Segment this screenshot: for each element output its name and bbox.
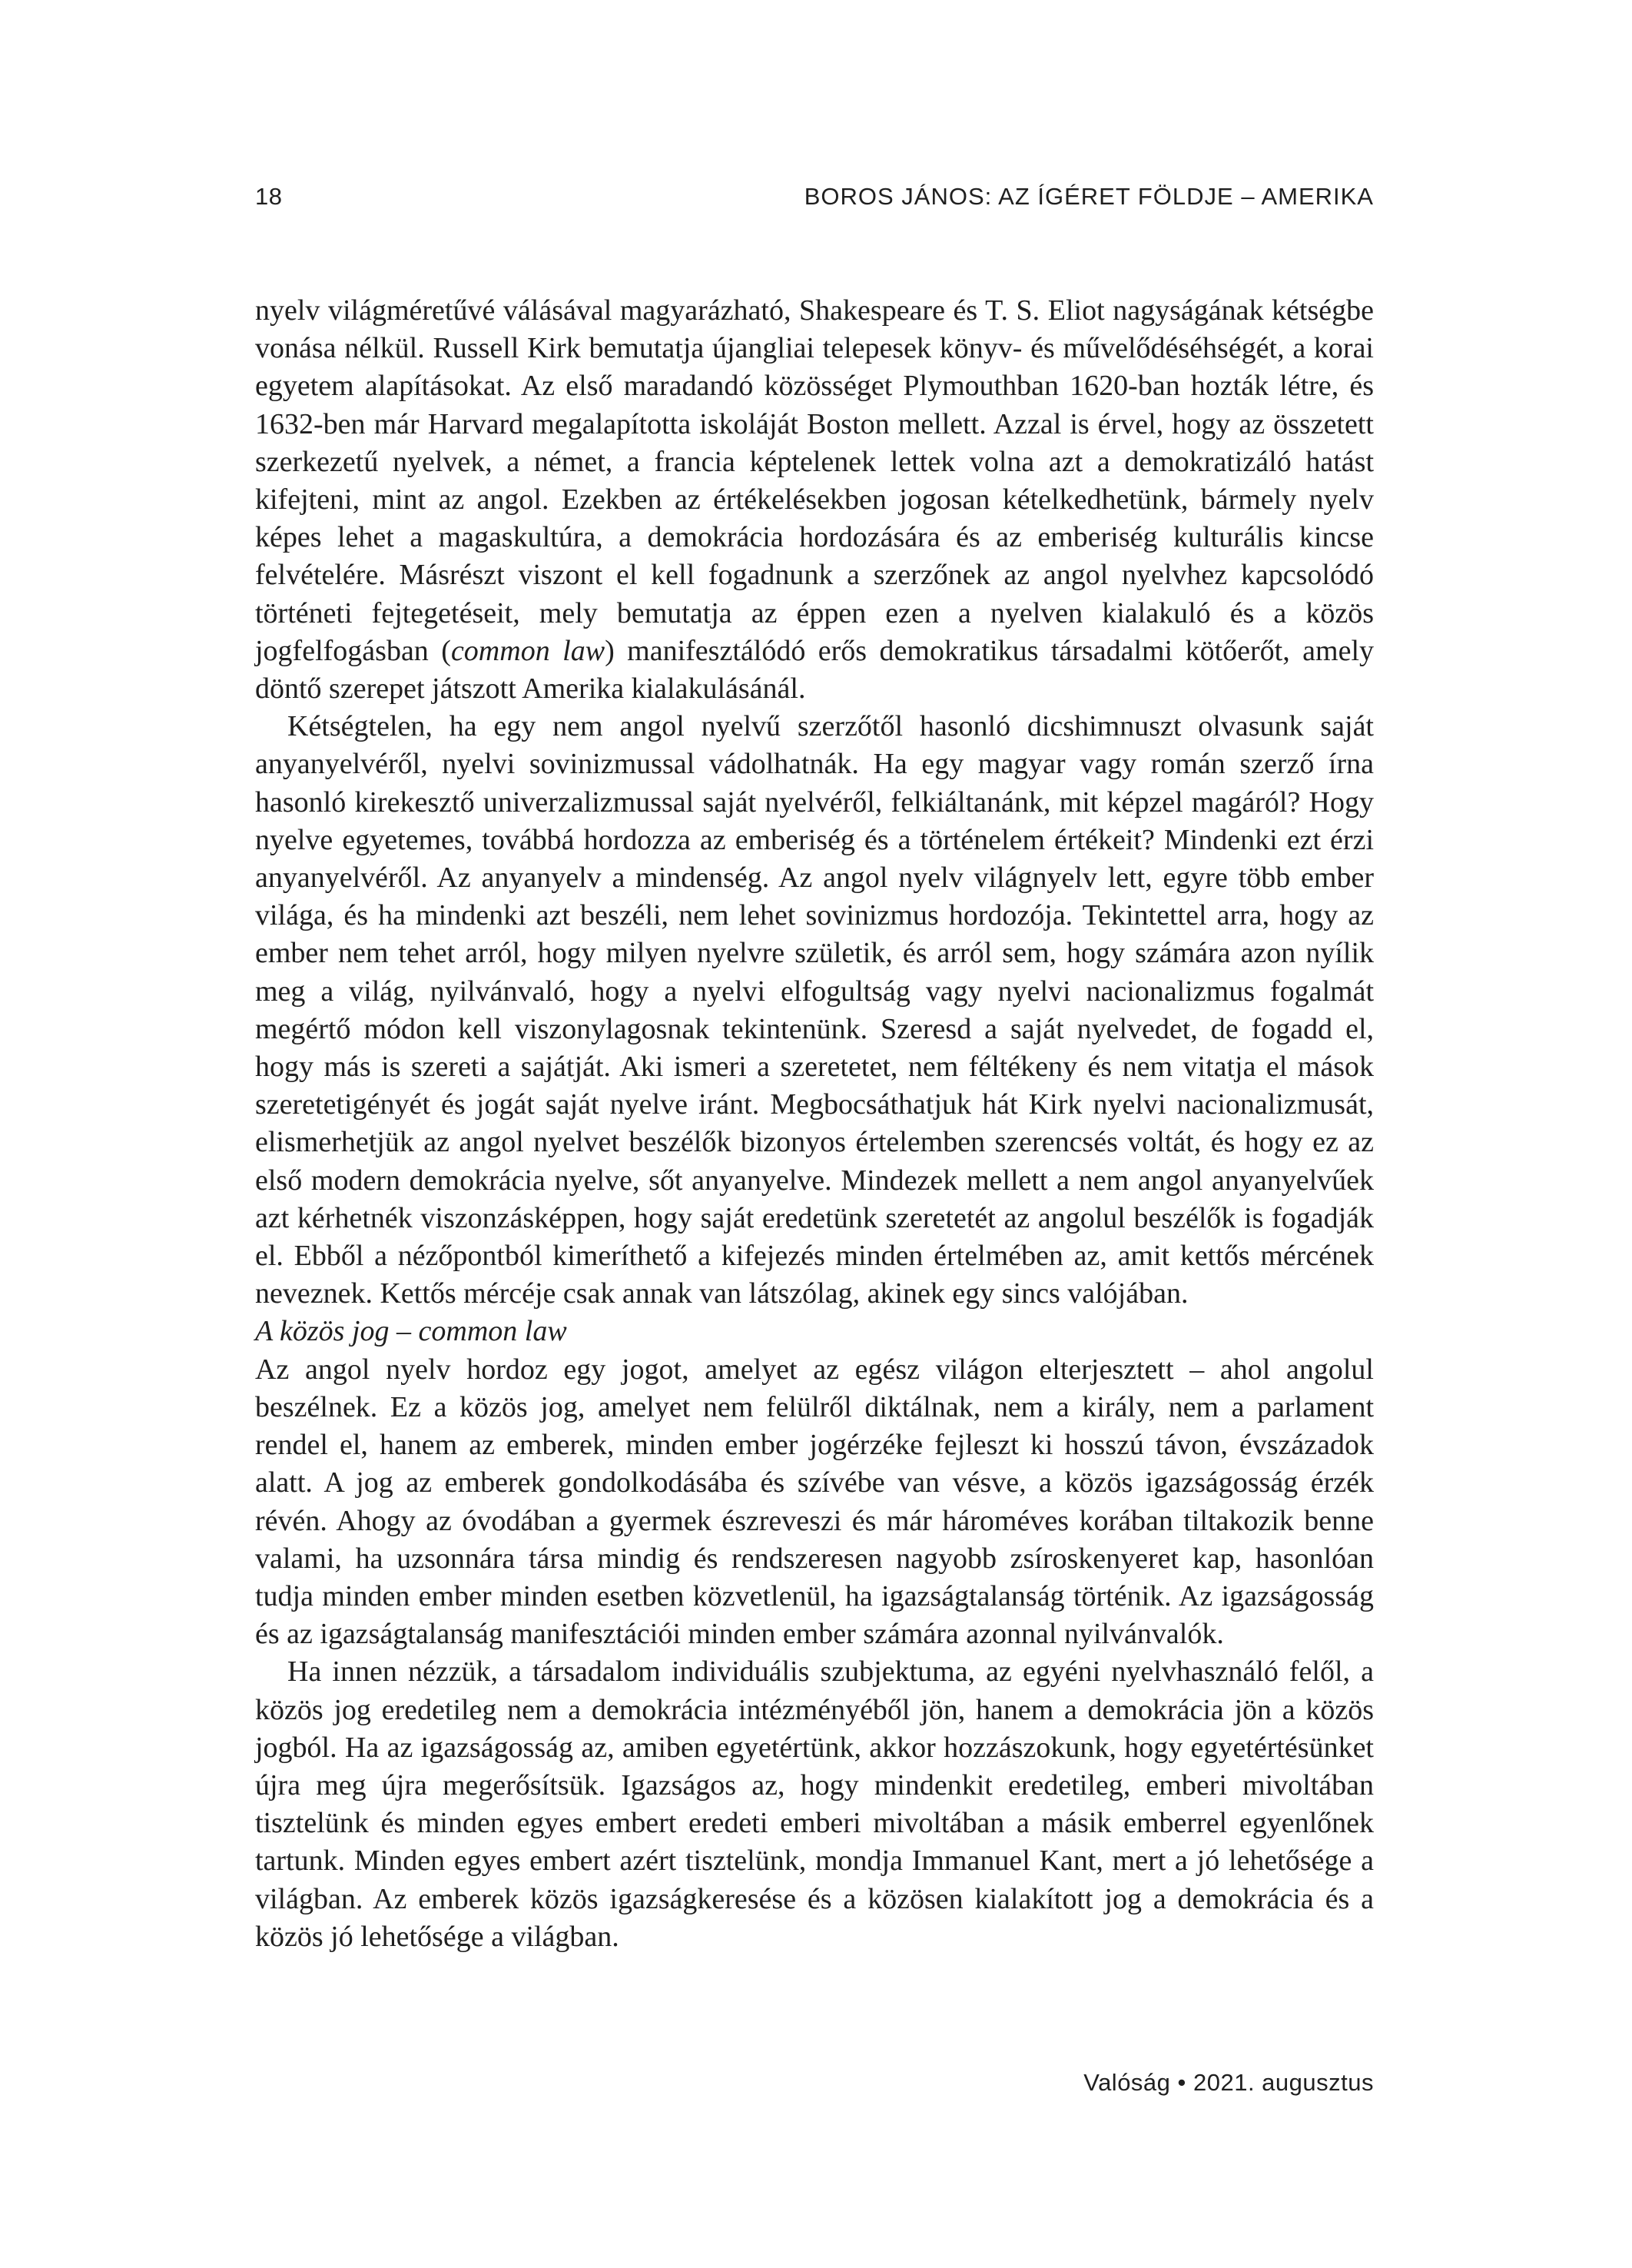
paragraph-2: Kétségtelen, ha egy nem angol nyelvű szerzőtől hasonló dicshimnuszt olvasunk saját anyanyelvéről, nyelvi sovinizmussal vádolhatnák. Ha egy magyar vagy román szerző írna hasonló kirekesztő univerzalizmussal saját nyelvéről, felkiáltanánk, mit képzel magáról? Hogy nyelve egyetemes, továbbá hordozza az emberiség és a történelem értékeit? Mindenki ezt érzi anyanyelvéről. Az anyanyelv a mindenség. Az angol nyelv világnyelv lett, egyre több ember világa, és ha mindenki azt beszéli, nem lehet sovinizmus hordozója. Tekintettel arra, hogy az ember nem tehet arról, hogy milyen nyelvre születik, és arról sem, hogy számára azon nyílik meg a világ, nyilvánvaló, hogy a nyelvi elfogultság vagy nyelvi nacionalizmus fogalmát megértő módon kell viszonylagosnak tekintenünk. Szeresd a saját nyelvedet, de fogadd el, hogy más is szereti a sajátját. Aki ismeri a szeretetet, nem féltékeny és nem vitatja el mások szeretetigényét és jogát saját nyelve iránt. Megbocsáthatjuk hát Kirk nyelvi nacionalizmusát, elismerhetjük az angol nyelvet beszélők bizonyos értelemben szerencsés voltát, és hogy ez az első modern demokrácia nyelve, sőt anyanyelve. Mindezek mellett a nem angol anyanyelvűek azt kérhetnék viszonzásképpen, hogy saját eredetünk szeretetét az angolul beszélők is fogadják el. Ebből a nézőpontból kimeríthető a kifejezés minden értelmében az, amit kettős mércének neveznek. Kettős mércéje csak annak van látszólag, akinek egy sincs valójában. [255,710,1374,1310]
paragraph-4: Ha innen nézzük, a társadalom individuális szubjektuma, az egyéni nyelvhasználó felől, a közös jog eredetileg nem a demokrácia intézményéből jön, hanem a demokrácia jön a közös jogból. Ha az igazságosság az, amiben egyetértünk, akkor hozzászokunk, hogy egyetértésünket újra meg újra megerősítsük. Igazságos az, hogy mindenkit eredetileg, emberi mivoltában tisztelünk és minden egyes embert eredeti emberi mivoltában a másik emberrel egyenlőnek tartunk. Minden egyes embert azért tisztelünk, mondja Immanuel Kant, mert a jó lehetősége a világban. Az emberek közös igazságkeresése és a közösen kialakított jog a demokrácia és a közös jó lehetősége a világban. [255,1655,1374,1953]
paragraph-1-text-before: nyelv világméretűvé válásával magyarázható, Shakespeare és T. S. Eliot nagyságának kétségbe vonása nélkül. Russell Kirk bemutatja újangliai telepesek könyv- és művelődéséhségét, a korai egyetem alapításokat. Az első maradandó közösséget Plymouthban 1620-ban hozták létre, és 1632-ben már Harvard megalapította iskoláját Boston mellett. Azzal is érvel, hogy az összetett szerkezetű nyelvek, a német, a francia képtelenek lettek volna azt a demokratizáló hatást kifejteni, mint az angol. Ezekben az értékelésekben jogosan kételkedhetünk, bármely nyelv képes lehet a magaskultúra, a demokrácia hordozására és az emberiség kulturális kincse felvételére. Másrészt viszont el kell fogadnunk a szerzőnek az angol nyelvhez kapcsolódó történeti fejtegetéseit, mely bemutatja az éppen ezen a nyelven kialakuló és a közös jogfelfogásban ( [255,294,1374,667]
paragraph-1-italic-term: common law [450,634,605,667]
section-heading: A közös jog – common law [255,1315,567,1348]
running-title: BOROS JÁNOS: AZ ÍGÉRET FÖLDJE – AMERIKA [804,183,1374,210]
page-header [255,183,1374,221]
page-footer: Valóság • 2021. augusztus [1083,2069,1374,2096]
paragraph-1 [255,292,1374,708]
page-number: 18 [255,183,283,210]
paragraph-1-text-after: ) manifesztálódó erős demokratikus társadalmi kötőerőt, amely döntő szerepet játszott Amerika kialakulásánál. [255,634,1375,706]
paragraph-3: Az angol nyelv hordoz egy jogot, amelyet az egész világon elterjesztett – ahol angolul beszélnek. Ez a közös jog, amelyet nem felülről diktálnak, nem a király, nem a parlament rendel el, hanem az emberek, minden ember jogérzéke fejleszt ki hosszú távon, évszázadok alatt. A jog az emberek gondolkodásába és szívébe van vésve, a közös igazságosság érzék révén. Ahogy az óvodában a gyermek észreveszi és már hároméves korában tiltakozik benne valami, ha uzsonnára társa mindig és rendszeresen nagyobb zsíroskenyeret kap, hasonlóan tudja minden ember minden esetben közvetlenül, ha igazságtalanság történik. Az igazságosság és az igazságtalanság manifesztációi minden ember számára azonnal nyilvánvalók. [255,1353,1374,1651]
article-body [255,292,1374,1956]
